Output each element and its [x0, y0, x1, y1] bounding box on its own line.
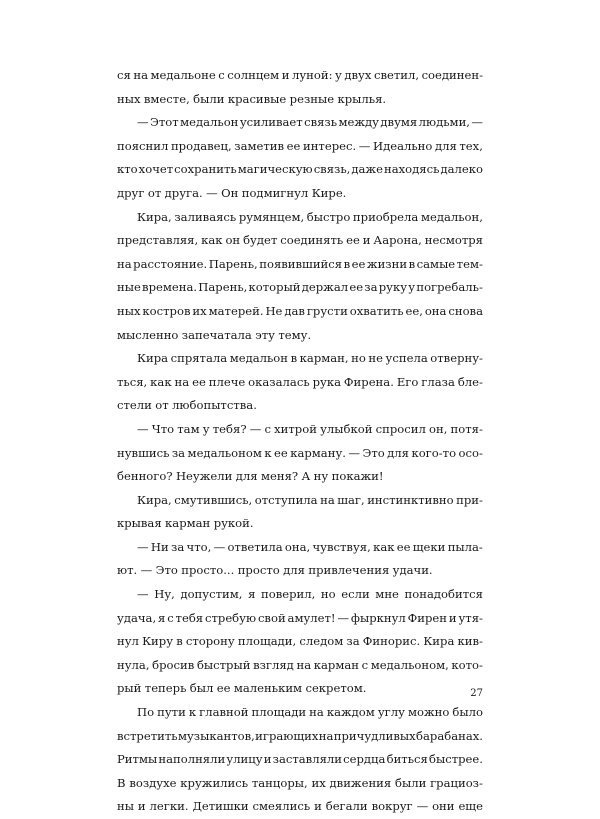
text-line: ных вместе, были красивые резные крылья. — [117, 91, 387, 106]
text-line: встретить музыкантов, играющих на причудливых барабанах. — [117, 728, 483, 743]
text-line: представляя, как он будет соединять ее и Аарона, несмотря — [117, 233, 483, 248]
text-line: крывая карман рукой. — [117, 516, 254, 531]
text-line: бенного? Неужели для меня? А ну покажи! — [117, 469, 384, 484]
text-line: нул Киру в сторону площади, следом за Финорис. Кира кив- — [117, 634, 483, 649]
text-line: мысленно запечатала эту тему. — [117, 327, 312, 342]
text-line: В воздухе кружились танцоры, их движения были грациоз- — [117, 775, 483, 790]
text-line: — Ну, допустим, я поверил, но если мне понадобится — [137, 587, 483, 602]
text-line: на расстояние. Парень, появившийся в ее жизни в самые тем- — [117, 256, 483, 271]
text-line: Кира, заливаясь румянцем, быстро приобрела медальон, — [137, 209, 483, 224]
body-text — [117, 64, 483, 819]
text-line: рый теперь был ее маленьким секретом. — [117, 681, 367, 696]
text-line: ных костров их матерей. Не дав грусти охватить ее, она снова — [117, 303, 483, 318]
text-line: ют. — Это просто... просто для привлечения удачи. — [117, 563, 433, 578]
page-number: 27 — [470, 688, 483, 699]
text-line: По пути к главной площади на каждом углу можно было — [137, 705, 483, 720]
text-line: — Ни за что, — ответила она, чувствуя, как ее щеки пыла- — [137, 539, 483, 554]
text-line: ся на медальоне с солнцем и луной: у двух светил, соединен- — [117, 68, 483, 82]
text-line: удача, я с тебя стребую свой амулет! — фыркнул Фирен и утя- — [117, 610, 483, 625]
text-line: ны и легки. Детишки смеялись и бегали вокруг — они еще — [117, 799, 483, 814]
text-line: нула, бросив быстрый взгляд на карман с медальоном, кото- — [117, 657, 483, 672]
text-line: Ритмы наполняли улицу и заставляли сердца биться быстрее. — [117, 752, 483, 767]
text-line: пояснил продавец, заметив ее интерес. — Идеально для тех, — [117, 138, 483, 153]
text-line: ные времена. Парень, который держал ее за руку у погребаль- — [117, 280, 483, 295]
text-line: друг от друга. — Он подмигнул Кире. — [117, 185, 347, 200]
text-line: — Что там у тебя? — с хитрой улыбкой спросил он, потя- — [137, 421, 483, 436]
text-line: — Этот медальон усиливает связь между двумя людьми, — — [137, 115, 483, 130]
text-line: стели от любопытства. — [117, 398, 257, 413]
text-line: Кира спрятала медальон в карман, но не успела отверну- — [137, 351, 483, 366]
text-line: нувшись за медальоном к ее карману. — Это для кого-то осо- — [117, 445, 483, 460]
text-line: кто хочет сохранить магическую связь, даже находясь далеко — [117, 162, 483, 177]
text-line: ться, как на ее плече оказалась рука Фирена. Его глаза бле- — [117, 374, 483, 389]
text-line: Кира, смутившись, отступила на шаг, инстинктивно при- — [137, 492, 483, 507]
